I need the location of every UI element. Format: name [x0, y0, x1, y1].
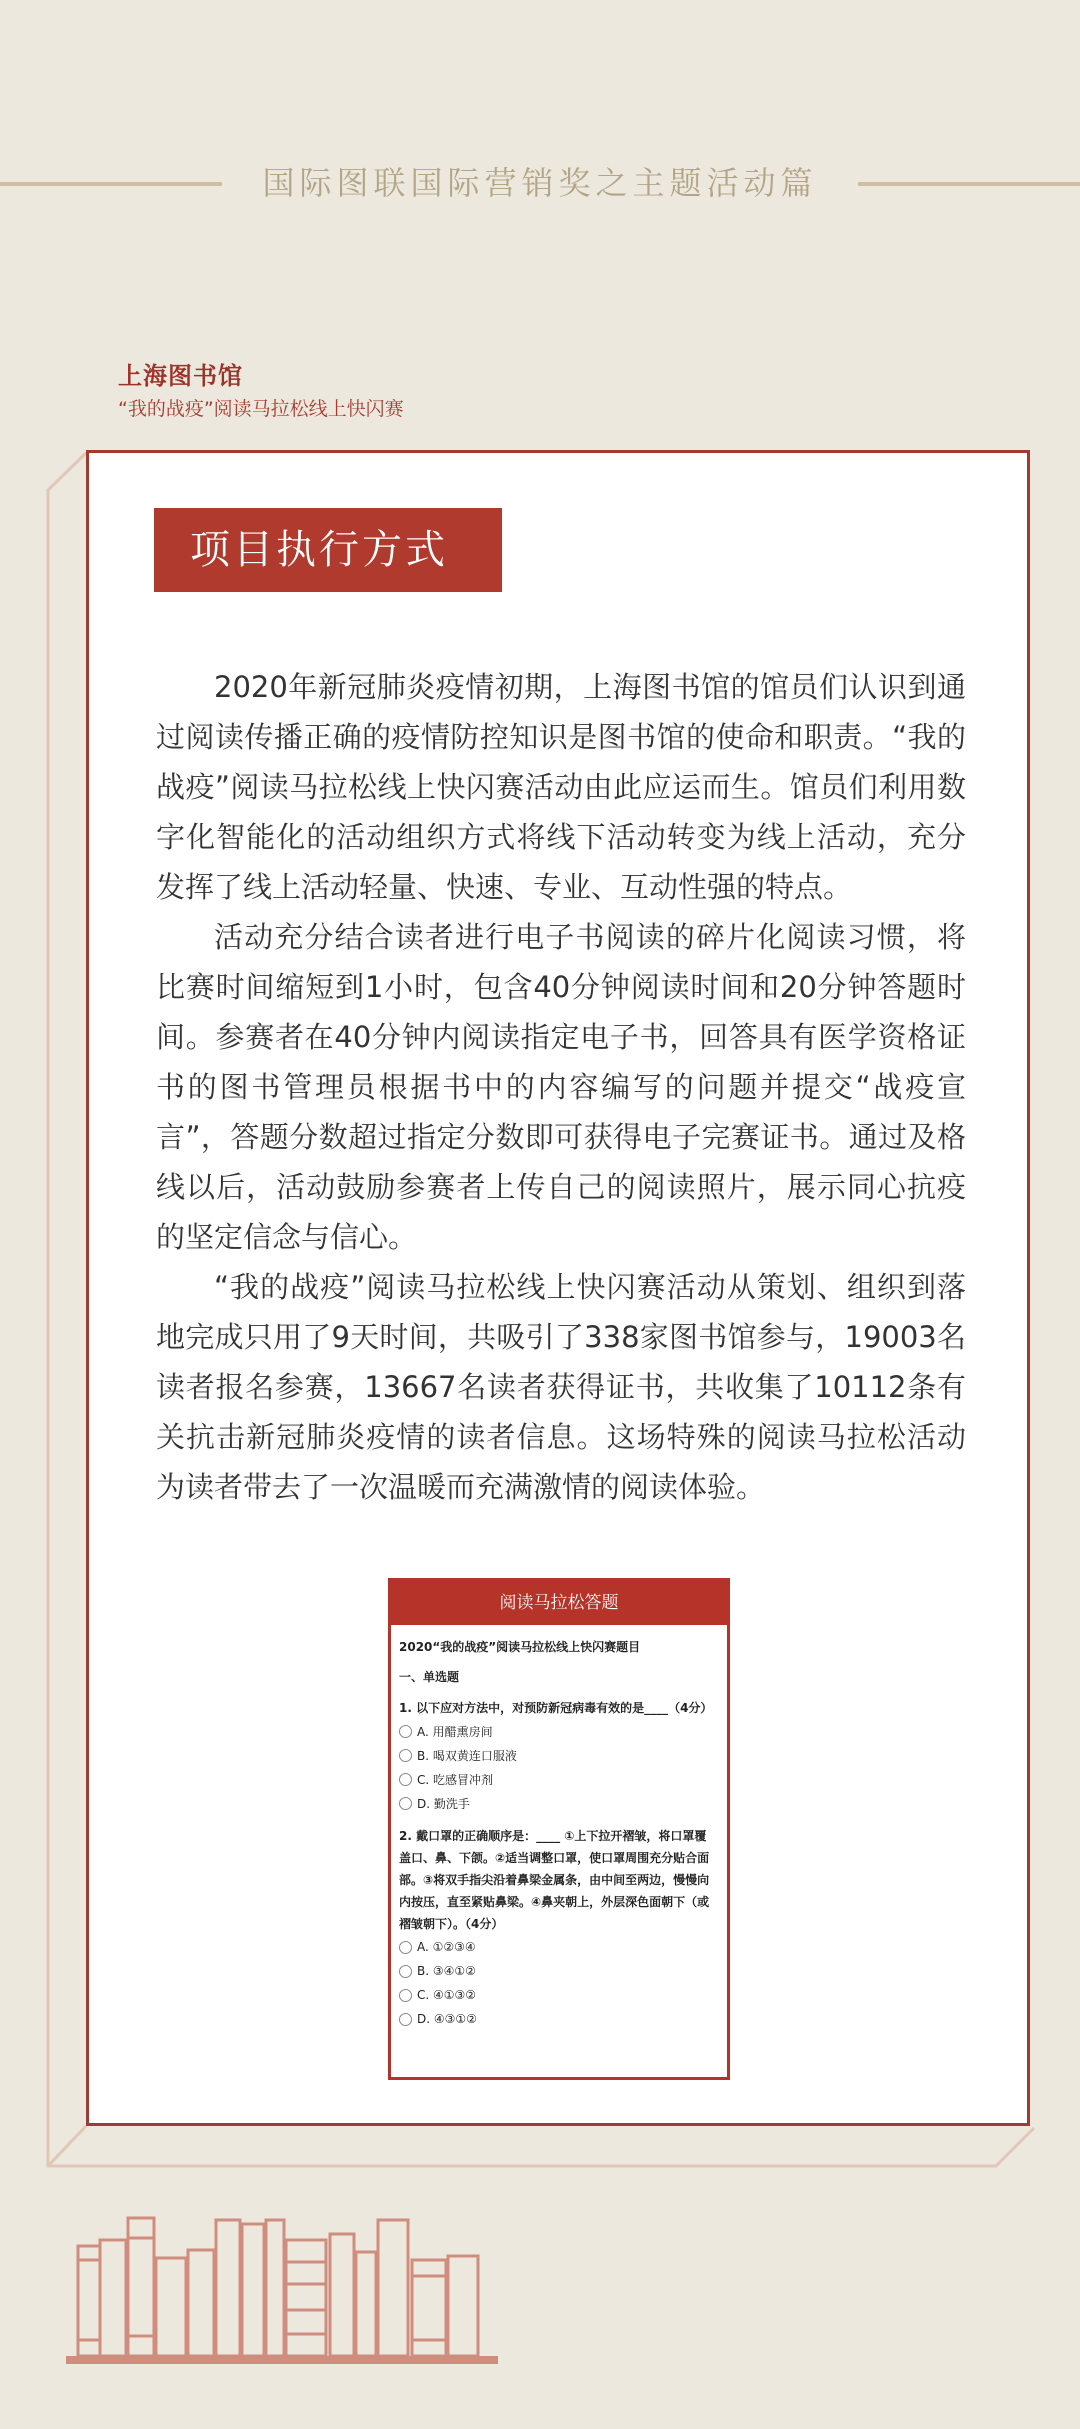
- quiz-option[interactable]: [399, 1791, 717, 1815]
- paragraph: “我的战疫”阅读马拉松线上快闪赛活动从策划、组织到落地完成只用了9天时间，共吸引了338家图书馆参与，19003名读者报名参赛，13667名读者获得证书，共收集了10112条有关抗击新冠肺炎疫情的读者信息。这场特殊的阅读马拉松活动为读者带去了一次温暖而充满激情的阅读体验。: [156, 1270, 966, 1504]
- option-label: A. 用醋熏房间: [417, 1724, 493, 1739]
- event-subtitle: “我的战疫”阅读马拉松线上快闪赛: [118, 398, 404, 420]
- radio-icon[interactable]: [399, 1989, 412, 2002]
- quiz-option[interactable]: [399, 1743, 717, 1767]
- quiz-option[interactable]: [399, 1767, 717, 1791]
- quiz-option[interactable]: [399, 1719, 717, 1743]
- quiz-option[interactable]: [399, 1935, 717, 1959]
- quiz-header: 阅读马拉松答题: [391, 1581, 727, 1625]
- quiz-section-label: 一、单选题: [399, 1670, 460, 1684]
- section-title: 项目执行方式: [154, 508, 502, 592]
- option-label: B. ③④①②: [417, 1964, 476, 1978]
- quiz-screenshot: [388, 1578, 730, 2080]
- option-label: C. 吃感冒冲剂: [417, 1772, 494, 1787]
- paragraph: 2020年新冠肺炎疫情初期，上海图书馆的馆员们认识到通过阅读传播正确的疫情防控知识是图书馆的使命和职责。“我的战疫”阅读马拉松线上快闪赛活动由此应运而生。馆员们利用数字化智能化的活动组织方式将线下活动转变为线上活动，充分发挥了线上活动轻量、快速、专业、互动性强的特点。: [156, 670, 966, 904]
- article-body: [156, 662, 966, 1512]
- bookshelf-illustration: [66, 2210, 506, 2370]
- option-label: B. 喝双黄连口服液: [417, 1748, 517, 1763]
- radio-icon[interactable]: [399, 1941, 412, 1954]
- quiz-body: [391, 1625, 727, 2031]
- option-label: C. ④①③②: [417, 1988, 477, 2002]
- quiz-title: 2020“我的战疫”阅读马拉松线上快闪赛题目: [399, 1640, 641, 1654]
- quiz-option[interactable]: [399, 2007, 717, 2031]
- organization-name: 上海图书馆: [118, 362, 243, 390]
- option-label: D. ④③①②: [417, 2012, 477, 2026]
- radio-icon[interactable]: [399, 2013, 412, 2026]
- radio-icon[interactable]: [399, 1725, 412, 1738]
- quiz-question: 1. 以下应对方法中，对预防新冠病毒有效的是____（4分）: [399, 1701, 713, 1715]
- paragraph: 活动充分结合读者进行电子书阅读的碎片化阅读习惯，将比赛时间缩短到1小时，包含40分钟阅读时间和20分钟答题时间。参赛者在40分钟内阅读指定电子书，回答具有医学资格证书的图书管理员根据书中的内容编写的问题并提交“战疫宣言”，答题分数超过指定分数即可获得电子完赛证书。通过及格线以后，活动鼓励参赛者上传自己的阅读照片，展示同心抗疫的坚定信念与信心。: [156, 920, 966, 1254]
- page-header-title: 国际图联国际营销奖之主题活动篇: [262, 164, 818, 202]
- radio-icon[interactable]: [399, 1749, 412, 1762]
- radio-icon[interactable]: [399, 1773, 412, 1786]
- quiz-option[interactable]: [399, 1959, 717, 1983]
- option-label: D. 勤洗手: [417, 1796, 470, 1811]
- radio-icon[interactable]: [399, 1965, 412, 1978]
- quiz-option[interactable]: [399, 1983, 717, 2007]
- option-label: A. ①②③④: [417, 1940, 476, 1954]
- quiz-question: 2. 戴口罩的正确顺序是：____ ①上下拉开褶皱，将口罩覆盖口、鼻、下颌。②适当调整口罩，使口罩周围充分贴合面部。③将双手指尖沿着鼻梁金属条，由中间至两边，慢慢向内按压，直至紧贴鼻梁。④鼻夹朝上，外层深色面朝下（或褶皱朝下）。（4分）: [399, 1829, 710, 1931]
- radio-icon[interactable]: [399, 1797, 412, 1810]
